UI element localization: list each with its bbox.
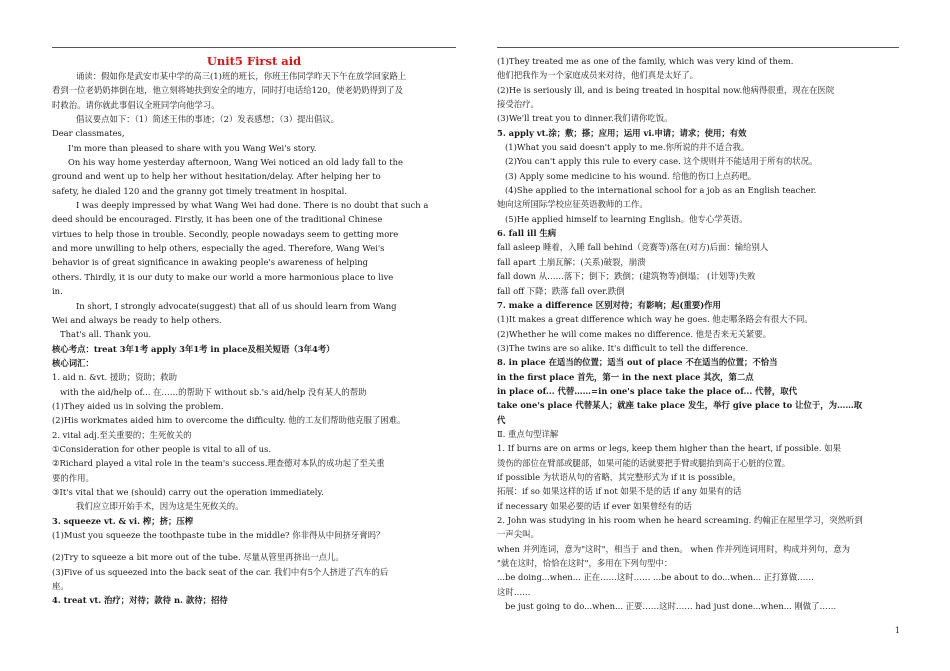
text-line: 要的作用。 (52, 472, 94, 483)
text-line: take one's place 代替某人；就座 take place 发生，举行 give place to 让位于，为……取 (497, 400, 863, 411)
text-line: Wei and always be ready to help others. (52, 314, 222, 325)
text-line: (5)He applied himself to learning English。他专心学英语。 (505, 213, 748, 224)
text-line: (2)His workmates aided him to overcome the difficulty. 他的工友们帮助他克服了困难。 (52, 415, 406, 426)
text-line: "就在这时，恰恰在这时"，多用在下列句型中： (497, 558, 673, 569)
text-line: (3)The twins are so alike. It's difficult to tell the difference. (497, 342, 749, 353)
text-line: 核心词汇： (52, 357, 94, 368)
document-title: Unit5 First aid (206, 54, 302, 68)
text-line: others. Thirdly, it is our duty to make our world a more harmonious place to live (52, 271, 394, 282)
text-line: ①Consideration for other people is vital to all of us. (52, 443, 272, 454)
text-line: 2. John was studying in his room when he heard screaming. 约翰正在屋里学习，突然听到 (497, 515, 863, 525)
text-line: fall down 从……落下；倒下；跌倒；(建筑物等)倒塌； (计划等)失败 (497, 271, 756, 282)
text-line: 倡议要点如下：（1）简述王伟的事迹；（2）发表感想；（3）提出倡议。 (76, 114, 340, 125)
text-line: (1)Must you squeeze the toothpaste tube in the middle? 你非得从中间挤牙膏吗？ (52, 530, 385, 540)
text-line: (3)Five of us squeezed into the back seat of the car. 我们中有5个人挤进了汽车的后 (52, 566, 389, 577)
text-line (52, 542, 456, 550)
header-rule-right (497, 47, 899, 48)
text-line: 7. make a difference 区别对待；有影响；起(重要)作用 (497, 299, 721, 310)
text-line: ground and went up to help her without hesitation/delay. After helping her to (52, 171, 381, 182)
text-line: (3)We'll treat you to dinner.我们请你吃饭。 (497, 113, 673, 124)
text-line: 6. fall ill 生病 (497, 228, 557, 239)
text-line: (2)Try to squeeze a bit more out of the tube. 尽量从管里再挤出一点儿。 (52, 552, 344, 563)
text-line: 座。 (52, 581, 69, 592)
text-line: In short, I strongly advocate(suggest) that all of us should learn from Wang (76, 300, 397, 311)
text-line: 5. apply vt.涂；敷；搽；应用；运用 vi.申请；请求；使用；有效 (497, 127, 747, 138)
text-line: 看到一位老奶奶摔倒在地，他立刻将她扶到安全的地方，同时打电话给120，使老奶奶得到了及 (52, 85, 403, 96)
text-line: 我们应立即开始手术，因为这是生死攸关的。 (76, 501, 244, 512)
text-line: 接受治疗。 (497, 99, 539, 110)
text-line: 核心考点：treat 3年1考 apply 3年1考 in place及相关短语（3年4考） (52, 343, 335, 354)
text-line: 1. If burns are on arms or legs, keep them higher than the heart, if possible. 如果 (497, 443, 841, 454)
text-line: if possible 为状语从句的省略，其完整形式为 if it is possible。 (497, 471, 741, 482)
text-line: 8. in place 在适当的位置；适当 out of place 不在适当的位置；不恰当 (497, 357, 778, 368)
text-line: (3) Apply some medicine to his wound. 给他的伤口上点药吧。 (505, 170, 757, 181)
text-line: 她向这所国际学校应征英语教师的工作。 (497, 199, 648, 210)
text-line: 4. treat vt. 治疗；对待；款待 n. 款待；招待 (52, 595, 228, 606)
text-line: ②Richard played a vital role in the team's success.理查德对本队的成功起了至关重 (52, 458, 385, 469)
text-line: I'm more than pleased to share with you Wang Wei's story. (68, 142, 317, 153)
text-line: ③It's vital that we (should) carry out the operation immediately. (52, 486, 324, 497)
text-line: when 并列连词，意为"这时"，相当于 and then。 when 作并列连词用时，构成并列句，意为 (497, 543, 850, 554)
text-line: (1)They treated me as one of the family, which was very kind of them. (497, 56, 794, 66)
text-line: ...be doing...when... 正在……这时…… ...be about to do...when... 正打算做…… (497, 572, 814, 583)
text-line: fall apart 土崩瓦解；(关系)破裂，崩溃 (497, 256, 646, 267)
text-line: 烫伤的部位在臂部或腿部，如果可能的话就要把手臂或腿抬到高于心脏的位置。 (497, 457, 791, 468)
text-line: 时救治。请你就此事倡议全班同学向他学习。 (52, 99, 220, 110)
text-line: (4)She applied to the international school for a job as an English teacher. (505, 185, 817, 196)
text-line: be just going to do...when... 正要……这时…… had just done...when... 刚做了…… (505, 601, 837, 612)
text-line: (2)You can't apply this rule to every case. 这个规则并不能适用于所有的状况。 (505, 156, 818, 167)
text-line: and more unwilling to help others, especially the aged. Therefore, Wang Wei's (52, 243, 385, 254)
text-line: if necessary 如果必要的话 if ever 如果曾经有的话 (497, 500, 692, 511)
text-line: virtues to help those in trouble. Secondly, people nowadays seem to getting more (52, 228, 399, 239)
text-line: in place of... 代替……=in one's place take the place of... 代替，取代 (497, 385, 798, 396)
text-line: 他们把我作为一个家庭成员来对待，他们真是太好了。 (497, 70, 698, 81)
text-line: fall off 下降；跌落 fall over.跌倒 (497, 285, 625, 296)
text-line: with the aid/help of... 在……的帮助下 without sb.'s aid/help 没有某人的帮助 (60, 386, 367, 397)
text-line: 3. squeeze vt. & vi. 榨；挤；压榨 (52, 515, 194, 526)
text-line: (1)It makes a great difference which way he goes. 他走哪条路会有很大不同。 (497, 314, 813, 325)
text-line: 1. aid n. &vt. 援助；资助；救助 (52, 372, 177, 383)
text-line: (2)Whether he will come makes no difference. 他是否来无关紧要。 (497, 328, 772, 339)
text-line: On his way home yesterday afternoon, Wang Wei noticed an old lady fall to the (68, 157, 403, 168)
text-line: fall asleep 睡着，入睡 fall behind（竞赛等)落在(对方)后面：输给别人 (497, 242, 769, 253)
text-line: 代 (497, 414, 506, 425)
text-line: 2. vital adj.至关重要的；生死攸关的 (52, 429, 192, 440)
text-line: 这时…… (497, 586, 531, 597)
text-line: safety, he dialed 120 and the granny got timely treatment in hospital. (52, 185, 347, 196)
header-rule-left (52, 47, 456, 48)
right-column (497, 54, 899, 613)
text-line: That's all. Thank you. (60, 329, 152, 340)
text-line: (2)He is seriously ill, and is being treated in hospital now.他病得很重，现在在医院 (497, 84, 835, 95)
text-line: 一声尖叫。 (497, 529, 539, 540)
text-line: (1)What you said doesn't apply to me.你所说的并不适合我。 (505, 142, 750, 153)
text-line: Dear classmates, (52, 128, 125, 139)
left-column (52, 54, 456, 608)
text-line: in. (52, 286, 63, 297)
text-line: 拓展：if so 如果这样的话 if not 如果不是的话 if any 如果有的话 (497, 486, 742, 497)
text-line: 诵读：假如你是武安市某中学的高三(1)班的班长，你班王伟同学昨天下午在放学回家路上 (76, 71, 407, 81)
page-number: 1 (894, 626, 900, 635)
text-line: I was deeply impressed by what Wang Wei had done. There is no doubt that such a (76, 200, 429, 211)
text-line: behavior is of great significance in awaking people's awareness of helping (52, 257, 369, 268)
text-line: (1)They aided us in solving the problem. (52, 400, 224, 411)
text-line: Ⅱ. 重点句型详解 (497, 428, 559, 439)
text-line: deed should be encouraged. Firstly, it has been one of the traditional Chinese (52, 214, 383, 225)
text-line: in the first place 首先，第一 in the next place 其次，第二点 (497, 371, 754, 382)
